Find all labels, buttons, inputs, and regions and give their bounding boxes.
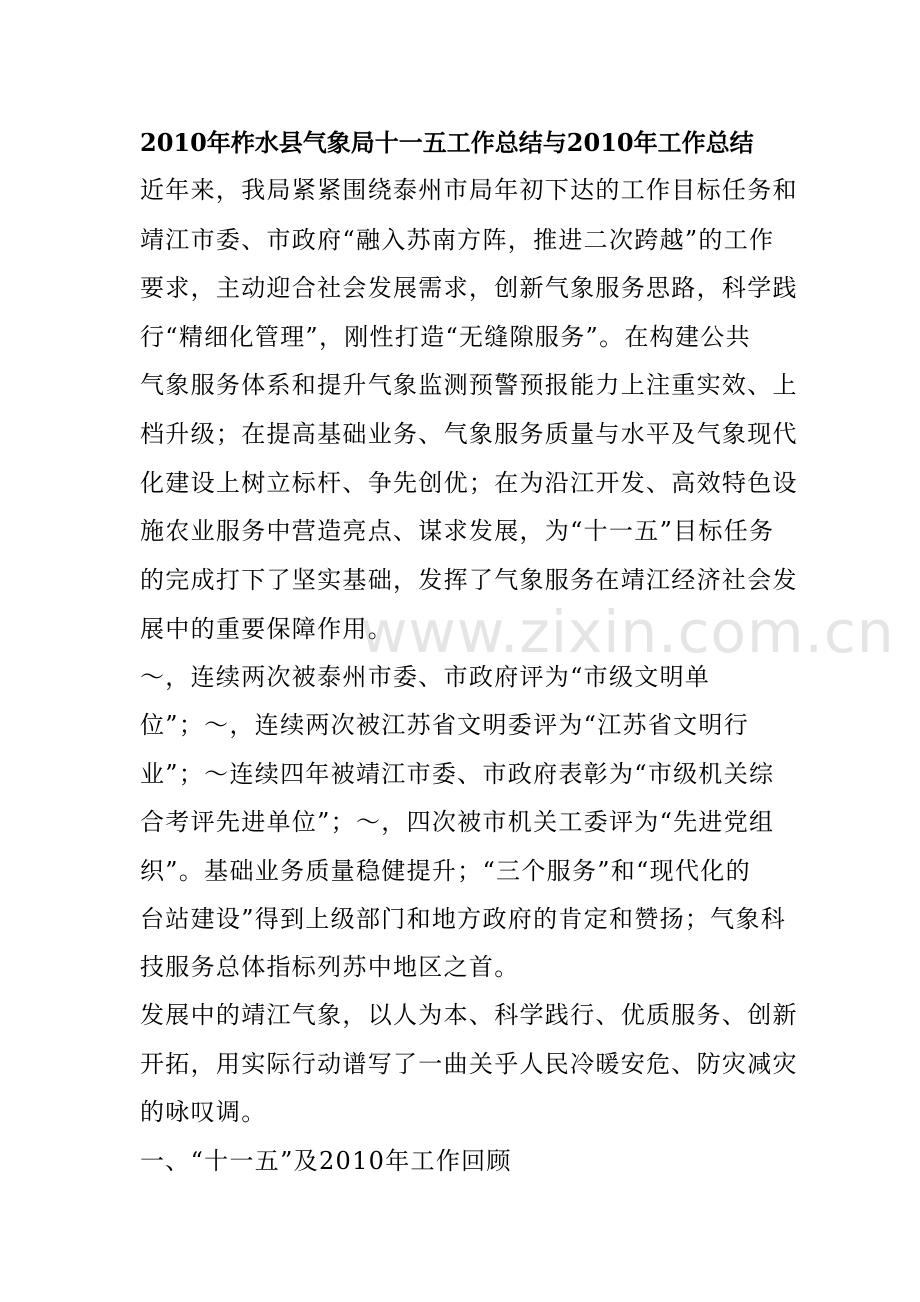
paragraph-2-line: 位”；～，连续两次被江苏省文明委评为“江苏省文明行 bbox=[140, 711, 750, 739]
paragraph-2-line: 织”。基础业务质量稳健提升；“三个服务”和“现代化的 bbox=[140, 857, 751, 885]
paragraph-1-line: 近年来，我局紧紧围绕泰州市局年初下达的工作目标任务和 bbox=[140, 176, 798, 204]
paragraph-1-line: 化建设上树立标杆、争先创优；在为沿江开发、高效特色设 bbox=[140, 469, 798, 497]
paragraph-1-line: 气象服务体系和提升气象监测预警预报能力上注重实效、上 bbox=[140, 371, 798, 399]
document-title: 2010年柞水县气象局十一五工作总结与2010年工作总结 bbox=[140, 128, 754, 157]
paragraph-2-line: ～，连续两次被泰州市委、市政府评为“市级文明单 bbox=[140, 663, 711, 691]
paragraph-1-line: 档升级；在提高基础业务、气象服务质量与水平及气象现代 bbox=[140, 420, 798, 448]
paragraph-3-line: 的咏叹调。 bbox=[140, 1098, 267, 1126]
paragraph-3-line: 发展中的靖江气象，以人为本、科学践行、优质服务、创新 bbox=[140, 1001, 798, 1029]
paragraph-1-line: 要求，主动迎合社会发展需求，创新气象服务思路，科学践 bbox=[140, 274, 798, 302]
paragraph-3-line: 开拓，用实际行动谱写了一曲关乎人民冷暖安危、防灾减灾 bbox=[140, 1050, 798, 1078]
paragraph-2-line: 台站建设”得到上级部门和地方政府的肯定和赞扬；气象科 bbox=[140, 905, 787, 933]
paragraph-2-line: 合考评先进单位”；～，四次被市机关工委评为“先进党组 bbox=[140, 808, 775, 836]
paragraph-2-line: 技服务总体指标列苏中地区之首。 bbox=[140, 953, 520, 981]
paragraph-1-line: 施农业服务中营造亮点、谋求发展，为“十一五”目标任务 bbox=[140, 517, 775, 545]
paragraph-1-line: 的完成打下了坚实基础，发挥了气象服务在靖江经济社会发 bbox=[140, 566, 798, 594]
paragraph-1-line: 展中的重要保障作用。 bbox=[140, 615, 393, 643]
paragraph-1-line: 行“精细化管理”，刚性打造“无缝隙服务”。在构建公共 bbox=[140, 323, 751, 351]
watermark: www.zixin.com.cn bbox=[360, 598, 895, 666]
section-heading: 一、“十一五”及2010年工作回顾 bbox=[140, 1147, 512, 1175]
paragraph-1-line: 靖江市委、市政府“融入苏南方阵，推进二次跨越”的工作 bbox=[140, 226, 775, 254]
paragraph-2-line: 业”；～连续四年被靖江市委、市政府表彰为“市级机关综 bbox=[140, 760, 775, 788]
